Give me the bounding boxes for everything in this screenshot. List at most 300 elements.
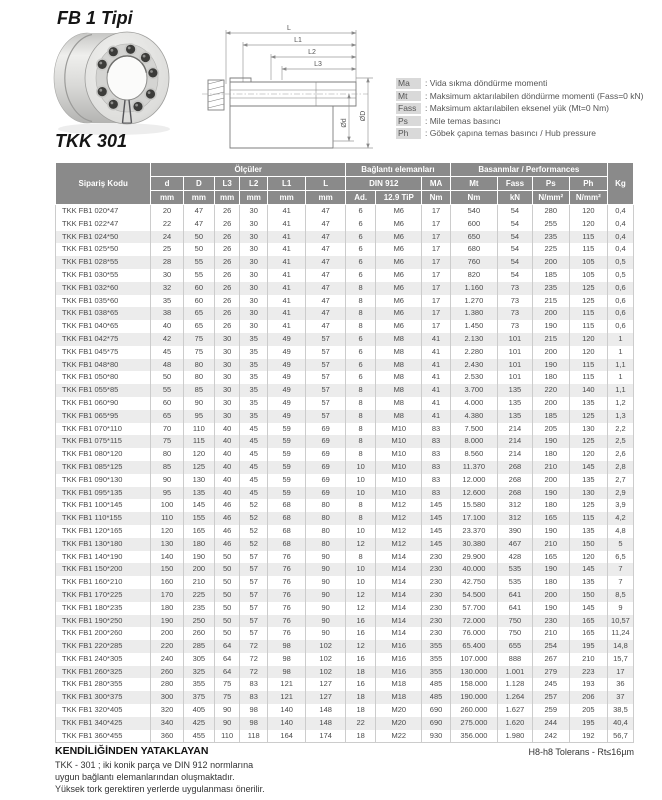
- table-row: [56, 307, 634, 320]
- cell-D: 47: [183, 218, 214, 231]
- cell-L: 47: [306, 231, 346, 244]
- cell-Ps: 220: [532, 384, 569, 397]
- cell-Ph: 135: [569, 525, 607, 538]
- cell-tip: M12: [376, 512, 422, 525]
- cell-Ph: 130: [569, 487, 607, 500]
- cell-L2: 45: [240, 461, 268, 474]
- cell-L1: 41: [268, 205, 306, 218]
- cell-D: 225: [183, 589, 214, 602]
- cell-Ph: 125: [569, 499, 607, 512]
- legend-abbr: Fass: [396, 103, 421, 114]
- unit-Mt: Nm: [450, 191, 497, 205]
- cell-Fass: 54: [498, 205, 533, 218]
- cell-MA: 17: [422, 282, 450, 295]
- cell-L: 47: [306, 269, 346, 282]
- cell-Kg: 17: [607, 666, 633, 679]
- cell-siparis-kodu: TKK FB1 300*375: [56, 691, 151, 704]
- cell-siparis-kodu: TKK FB1 028*55: [56, 256, 151, 269]
- cell-Fass: 1.128: [498, 678, 533, 691]
- col-d: d: [151, 177, 183, 191]
- cell-Ps: 279: [532, 666, 569, 679]
- dim-label-L2: L2: [308, 49, 316, 56]
- cell-D: 375: [183, 691, 214, 704]
- cell-Ps: 210: [532, 627, 569, 640]
- cell-Ps: 200: [532, 346, 569, 359]
- cell-MA: 17: [422, 320, 450, 333]
- table-row: [56, 538, 634, 551]
- cell-d: 150: [151, 563, 183, 576]
- cell-MA: 83: [422, 423, 450, 436]
- cell-MA: 41: [422, 410, 450, 423]
- cell-L1: 59: [268, 435, 306, 448]
- cell-siparis-kodu: TKK FB1 240*305: [56, 653, 151, 666]
- cell-Ph: 120: [569, 551, 607, 564]
- cell-Mt: 1.270: [450, 295, 497, 308]
- cell-L3: 90: [214, 704, 239, 717]
- cell-L2: 35: [240, 397, 268, 410]
- cell-adet: 6: [346, 231, 376, 244]
- cell-Ps: 190: [532, 359, 569, 372]
- cell-L: 90: [306, 563, 346, 576]
- unit-d: mm: [151, 191, 183, 205]
- cell-d: 90: [151, 474, 183, 487]
- cell-Ph: 115: [569, 359, 607, 372]
- col-kg: Kg: [607, 163, 633, 205]
- cell-Ps: 280: [532, 205, 569, 218]
- cell-Ps: 180: [532, 371, 569, 384]
- cell-D: 47: [183, 205, 214, 218]
- cell-L: 90: [306, 551, 346, 564]
- cell-Kg: 1,2: [607, 397, 633, 410]
- cell-D: 135: [183, 487, 214, 500]
- cell-d: 20: [151, 205, 183, 218]
- cell-Ps: 254: [532, 640, 569, 653]
- cell-D: 305: [183, 653, 214, 666]
- cell-L2: 52: [240, 499, 268, 512]
- cell-L: 47: [306, 320, 346, 333]
- cell-L1: 49: [268, 384, 306, 397]
- cell-tip: M14: [376, 576, 422, 589]
- cell-Kg: 6,5: [607, 551, 633, 564]
- cell-L2: 30: [240, 295, 268, 308]
- cell-MA: 355: [422, 640, 450, 653]
- cell-Kg: 2,7: [607, 474, 633, 487]
- cell-Mt: 356.000: [450, 730, 497, 743]
- unit-Ps: N/mm²: [532, 191, 569, 205]
- cell-Mt: 1.160: [450, 282, 497, 295]
- cell-Ph: 115: [569, 512, 607, 525]
- cell-Kg: 1: [607, 371, 633, 384]
- cell-Fass: 73: [498, 282, 533, 295]
- cell-MA: 230: [422, 563, 450, 576]
- cell-siparis-kodu: TKK FB1 100*145: [56, 499, 151, 512]
- cell-tip: M10: [376, 461, 422, 474]
- table-row: [56, 691, 634, 704]
- cell-siparis-kodu: TKK FB1 095*135: [56, 487, 151, 500]
- cell-tip: M14: [376, 615, 422, 628]
- legend-item: [396, 78, 658, 89]
- cell-D: 90: [183, 397, 214, 410]
- cell-Ph: 145: [569, 461, 607, 474]
- cell-MA: 83: [422, 435, 450, 448]
- cell-Ph: 125: [569, 282, 607, 295]
- cell-d: 220: [151, 640, 183, 653]
- table-row: [56, 551, 634, 564]
- cell-L3: 26: [214, 243, 239, 256]
- cell-L2: 30: [240, 243, 268, 256]
- cell-Ph: 150: [569, 538, 607, 551]
- cell-L: 69: [306, 448, 346, 461]
- cell-MA: 41: [422, 384, 450, 397]
- legend-abbr: Ma: [396, 78, 421, 89]
- cell-tip: M10: [376, 474, 422, 487]
- legend-item: [396, 103, 658, 114]
- cell-L: 47: [306, 243, 346, 256]
- legend-abbr: Mt: [396, 91, 421, 102]
- cell-siparis-kodu: TKK FB1 020*47: [56, 205, 151, 218]
- page-title-type: FB 1 Tipi: [57, 8, 133, 28]
- cell-L3: 75: [214, 678, 239, 691]
- cell-Mt: 2.430: [450, 359, 497, 372]
- dim-label-Od: Ød: [341, 118, 348, 128]
- cell-adet: 12: [346, 602, 376, 615]
- table-row: [56, 269, 634, 282]
- cell-adet: 12: [346, 538, 376, 551]
- col-Ph: Ph: [569, 177, 607, 191]
- cell-Mt: 15.580: [450, 499, 497, 512]
- cell-adet: 6: [346, 371, 376, 384]
- cell-D: 50: [183, 231, 214, 244]
- cell-Mt: 7.500: [450, 423, 497, 436]
- cell-L2: 72: [240, 666, 268, 679]
- cell-L: 69: [306, 487, 346, 500]
- legend-description: : Maksimum aktarılabilen eksenel yük (Mt=0 Nm): [425, 103, 609, 113]
- cell-L3: 26: [214, 231, 239, 244]
- cell-Ph: 205: [569, 704, 607, 717]
- table-row: [56, 231, 634, 244]
- cell-Ps: 255: [532, 218, 569, 231]
- cell-siparis-kodu: TKK FB1 150*200: [56, 563, 151, 576]
- cell-L3: 26: [214, 269, 239, 282]
- footer-heading: KENDİLİĞİNDEN YATAKLAYAN: [55, 745, 209, 757]
- cell-siparis-kodu: TKK FB1 220*285: [56, 640, 151, 653]
- cell-tip: M18: [376, 691, 422, 704]
- sub-adet: Ad.: [346, 191, 376, 205]
- cell-Fass: 268: [498, 461, 533, 474]
- cell-MA: 930: [422, 730, 450, 743]
- cell-Mt: 190.000: [450, 691, 497, 704]
- cell-D: 355: [183, 678, 214, 691]
- cell-Ps: 257: [532, 691, 569, 704]
- cell-L1: 76: [268, 615, 306, 628]
- cell-Mt: 17.100: [450, 512, 497, 525]
- cell-L1: 68: [268, 499, 306, 512]
- cell-L2: 35: [240, 384, 268, 397]
- cell-Fass: 750: [498, 615, 533, 628]
- cell-L3: 26: [214, 256, 239, 269]
- cell-D: 130: [183, 474, 214, 487]
- table-row: [56, 640, 634, 653]
- cell-adet: 8: [346, 397, 376, 410]
- cell-Fass: 1.980: [498, 730, 533, 743]
- table-row: [56, 256, 634, 269]
- table-row: [56, 627, 634, 640]
- cell-L3: 30: [214, 384, 239, 397]
- cell-d: 38: [151, 307, 183, 320]
- cell-d: 120: [151, 525, 183, 538]
- cell-D: 55: [183, 256, 214, 269]
- cell-L3: 40: [214, 423, 239, 436]
- cell-L3: 50: [214, 602, 239, 615]
- cell-Ph: 105: [569, 269, 607, 282]
- cell-L3: 46: [214, 512, 239, 525]
- cell-adet: 18: [346, 691, 376, 704]
- cell-d: 280: [151, 678, 183, 691]
- cell-L1: 140: [268, 704, 306, 717]
- cell-d: 65: [151, 410, 183, 423]
- cell-adet: 6: [346, 256, 376, 269]
- cell-MA: 485: [422, 691, 450, 704]
- cell-tip: M22: [376, 730, 422, 743]
- cell-D: 85: [183, 384, 214, 397]
- cell-Kg: 15,7: [607, 653, 633, 666]
- cell-L2: 98: [240, 717, 268, 730]
- cell-Mt: 4.000: [450, 397, 497, 410]
- cell-L2: 35: [240, 333, 268, 346]
- unit-Ph: N/mm²: [569, 191, 607, 205]
- cell-L3: 26: [214, 320, 239, 333]
- cell-adet: 8: [346, 499, 376, 512]
- cell-Fass: 54: [498, 231, 533, 244]
- cell-adet: 6: [346, 243, 376, 256]
- cell-d: 160: [151, 576, 183, 589]
- cell-adet: 10: [346, 525, 376, 538]
- unit-Fass: kN: [498, 191, 533, 205]
- cell-Ps: 165: [532, 551, 569, 564]
- cell-tip: M14: [376, 602, 422, 615]
- cell-d: 300: [151, 691, 183, 704]
- cell-L: 47: [306, 282, 346, 295]
- footer-line-2: uygun bağlantı elemanlarından oluşmaktadır.: [55, 772, 235, 782]
- cell-Ps: 235: [532, 231, 569, 244]
- cell-L1: 41: [268, 256, 306, 269]
- cell-Mt: 107.000: [450, 653, 497, 666]
- unit-L2: mm: [240, 191, 268, 205]
- cell-Fass: 428: [498, 551, 533, 564]
- cell-d: 35: [151, 295, 183, 308]
- cell-Kg: 40,4: [607, 717, 633, 730]
- cell-siparis-kodu: TKK FB1 025*50: [56, 243, 151, 256]
- cell-tip: M14: [376, 551, 422, 564]
- table-row: [56, 512, 634, 525]
- cell-adet: 8: [346, 320, 376, 333]
- cell-L3: 50: [214, 615, 239, 628]
- cell-D: 180: [183, 538, 214, 551]
- cell-L: 69: [306, 474, 346, 487]
- cell-L3: 46: [214, 499, 239, 512]
- cell-Mt: 2.530: [450, 371, 497, 384]
- dim-label-L1: L1: [294, 37, 302, 44]
- table-row: [56, 602, 634, 615]
- cell-Ps: 205: [532, 423, 569, 436]
- spec-table: [55, 162, 634, 743]
- table-row: [56, 218, 634, 231]
- cell-d: 60: [151, 397, 183, 410]
- cell-adet: 6: [346, 333, 376, 346]
- cell-L: 90: [306, 589, 346, 602]
- cell-Kg: 0,4: [607, 243, 633, 256]
- cell-Fass: 390: [498, 525, 533, 538]
- cell-L3: 30: [214, 359, 239, 372]
- cell-d: 50: [151, 371, 183, 384]
- cell-tip: M8: [376, 333, 422, 346]
- cell-siparis-kodu: TKK FB1 190*250: [56, 615, 151, 628]
- cell-L1: 41: [268, 218, 306, 231]
- cell-L1: 76: [268, 589, 306, 602]
- cell-L: 57: [306, 410, 346, 423]
- cell-adet: 12: [346, 640, 376, 653]
- cell-L2: 72: [240, 653, 268, 666]
- cell-siparis-kodu: TKK FB1 022*47: [56, 218, 151, 231]
- cell-MA: 230: [422, 627, 450, 640]
- cell-Kg: 14,8: [607, 640, 633, 653]
- cell-adet: 10: [346, 576, 376, 589]
- cell-Ps: 185: [532, 269, 569, 282]
- cell-siparis-kodu: TKK FB1 180*235: [56, 602, 151, 615]
- cell-adet: 8: [346, 512, 376, 525]
- cell-D: 325: [183, 666, 214, 679]
- cell-L1: 121: [268, 691, 306, 704]
- cell-tip: M8: [376, 384, 422, 397]
- cell-Fass: 54: [498, 218, 533, 231]
- cell-d: 30: [151, 269, 183, 282]
- cell-Ph: 210: [569, 653, 607, 666]
- cell-Ps: 210: [532, 538, 569, 551]
- legend-item: [396, 91, 658, 102]
- col-siparis-kodu: Sipariş Kodu: [56, 163, 151, 205]
- cell-L1: 41: [268, 231, 306, 244]
- cell-MA: 41: [422, 333, 450, 346]
- table-row: [56, 243, 634, 256]
- cell-L2: 83: [240, 678, 268, 691]
- cell-siparis-kodu: TKK FB1 160*210: [56, 576, 151, 589]
- cell-Fass: 268: [498, 487, 533, 500]
- cell-L3: 30: [214, 371, 239, 384]
- cell-tip: M12: [376, 538, 422, 551]
- cell-Ph: 120: [569, 333, 607, 346]
- group-baglanti-elemanlari: Bağlantı elemanları: [346, 163, 451, 177]
- cell-L1: 41: [268, 307, 306, 320]
- cell-adet: 10: [346, 461, 376, 474]
- cell-siparis-kodu: TKK FB1 045*75: [56, 346, 151, 359]
- cell-adet: 16: [346, 678, 376, 691]
- cell-L3: 40: [214, 435, 239, 448]
- cell-L1: 98: [268, 640, 306, 653]
- cell-Mt: 820: [450, 269, 497, 282]
- cell-tip: M8: [376, 371, 422, 384]
- cell-Ps: 242: [532, 730, 569, 743]
- cell-Fass: 54: [498, 269, 533, 282]
- cell-tip: M12: [376, 525, 422, 538]
- cell-L: 57: [306, 359, 346, 372]
- group-olculer: Ölçüler: [151, 163, 346, 177]
- cell-tip: M16: [376, 653, 422, 666]
- cell-D: 75: [183, 333, 214, 346]
- col-L: L: [306, 177, 346, 191]
- cell-tip: M6: [376, 282, 422, 295]
- cell-D: 65: [183, 320, 214, 333]
- cell-siparis-kodu: TKK FB1 030*55: [56, 269, 151, 282]
- cell-L3: 40: [214, 487, 239, 500]
- cell-L1: 41: [268, 282, 306, 295]
- cell-L: 90: [306, 576, 346, 589]
- cell-Mt: 72.000: [450, 615, 497, 628]
- col-Mt: Mt: [450, 177, 497, 191]
- cell-siparis-kodu: TKK FB1 065*95: [56, 410, 151, 423]
- cell-MA: 145: [422, 512, 450, 525]
- cell-Ps: 215: [532, 295, 569, 308]
- cell-Fass: 214: [498, 448, 533, 461]
- cell-adet: 22: [346, 717, 376, 730]
- cell-Kg: 7: [607, 576, 633, 589]
- cell-Kg: 0,4: [607, 218, 633, 231]
- table-row: [56, 653, 634, 666]
- cell-L3: 46: [214, 525, 239, 538]
- cell-L3: 26: [214, 307, 239, 320]
- cell-tip: M8: [376, 397, 422, 410]
- cell-L1: 164: [268, 730, 306, 743]
- cell-L3: 50: [214, 551, 239, 564]
- cell-Fass: 73: [498, 320, 533, 333]
- unit-L1: mm: [268, 191, 306, 205]
- cell-Ph: 150: [569, 589, 607, 602]
- cell-Kg: 2,2: [607, 423, 633, 436]
- table-row: [56, 397, 634, 410]
- cell-siparis-kodu: TKK FB1 140*190: [56, 551, 151, 564]
- cell-L: 148: [306, 704, 346, 717]
- cell-d: 170: [151, 589, 183, 602]
- cell-L1: 140: [268, 717, 306, 730]
- cell-MA: 17: [422, 218, 450, 231]
- cell-L: 69: [306, 435, 346, 448]
- cell-MA: 690: [422, 717, 450, 730]
- cell-MA: 83: [422, 461, 450, 474]
- cell-L1: 41: [268, 295, 306, 308]
- cell-Ps: 190: [532, 602, 569, 615]
- table-body: [56, 205, 634, 743]
- cell-adet: 10: [346, 563, 376, 576]
- cell-L3: 50: [214, 627, 239, 640]
- cell-L: 90: [306, 627, 346, 640]
- cell-Fass: 312: [498, 499, 533, 512]
- footer-line-1: TKK - 301 ; iki konik parça ve DIN 912 normlarına: [55, 760, 254, 770]
- cell-D: 250: [183, 615, 214, 628]
- cell-Ph: 192: [569, 730, 607, 743]
- cell-D: 285: [183, 640, 214, 653]
- cell-D: 115: [183, 435, 214, 448]
- cell-MA: 83: [422, 474, 450, 487]
- cell-Mt: 2.280: [450, 346, 497, 359]
- cell-Mt: 57.700: [450, 602, 497, 615]
- cell-L: 127: [306, 678, 346, 691]
- cell-Fass: 214: [498, 435, 533, 448]
- cell-siparis-kodu: TKK FB1 120*165: [56, 525, 151, 538]
- cell-L2: 30: [240, 231, 268, 244]
- cell-L: 80: [306, 512, 346, 525]
- cell-siparis-kodu: TKK FB1 055*85: [56, 384, 151, 397]
- cell-Ps: 190: [532, 320, 569, 333]
- cell-adet: 10: [346, 487, 376, 500]
